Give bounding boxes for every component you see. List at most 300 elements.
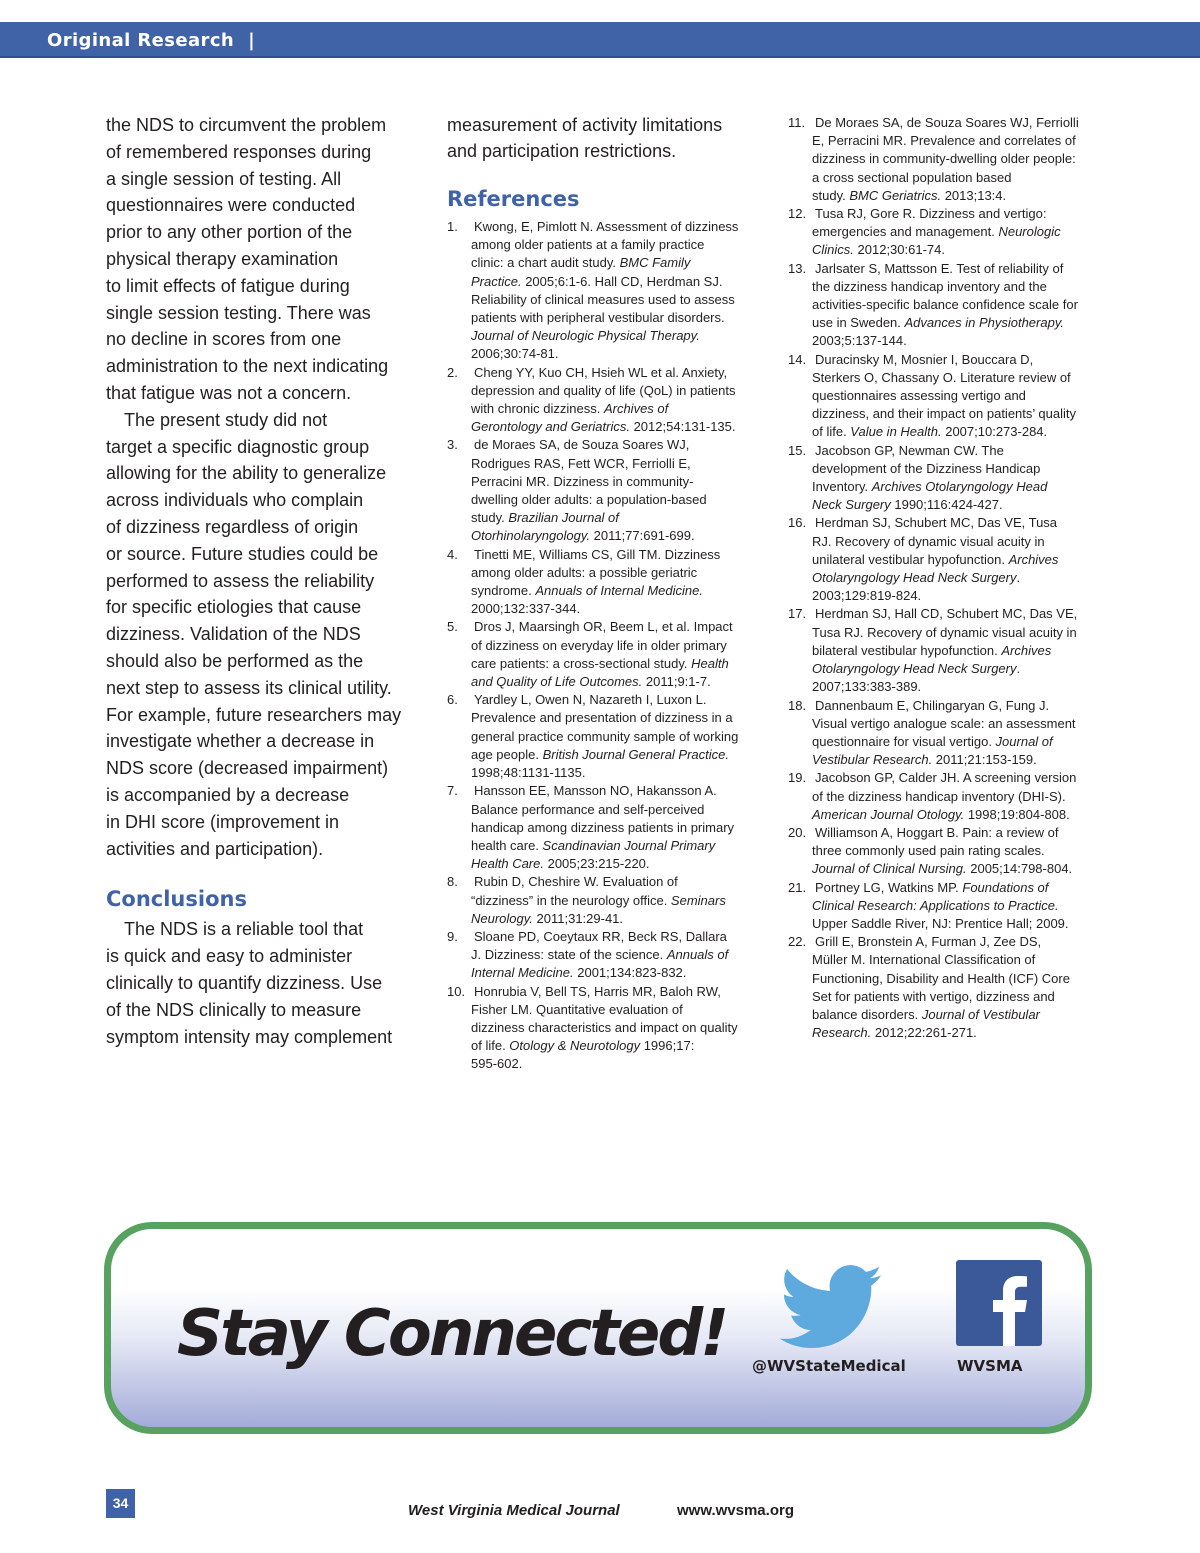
reference-item <box>447 782 767 873</box>
text-line: single session testing. There was <box>106 302 371 323</box>
reference-text: general practice community sample of working <box>471 728 739 744</box>
reference-text: use in Sweden. <box>812 315 905 331</box>
reference-line <box>812 642 1108 660</box>
reference-text: 2005;23:215-220. <box>543 856 650 872</box>
reference-line <box>474 436 767 454</box>
reference-line <box>815 933 1108 951</box>
reference-line <box>812 678 1108 696</box>
reference-number: 15. <box>788 442 807 458</box>
reference-line <box>812 897 1108 915</box>
reference-text: Herdman SJ, Hall CD, Schubert MC, Das VE, <box>815 606 1078 622</box>
reference-source: Archives <box>1001 642 1052 658</box>
header-bar <box>0 22 1200 58</box>
reference-text: Kwong, E, Pimlott N. Assessment of dizziness <box>474 219 739 234</box>
reference-number: 22. <box>788 934 807 950</box>
reference-source: Otology & Neurotology <box>509 1038 641 1054</box>
reference-line <box>471 728 767 746</box>
reference-line <box>471 527 767 545</box>
reference-item <box>447 873 767 928</box>
reference-source: Archives of <box>603 401 669 417</box>
reference-source: Annuals of <box>666 947 729 963</box>
reference-text: E, Perracini MR. Prevalence and correlates of <box>812 133 1076 149</box>
reference-source: Advances in Physiotherapy. <box>904 315 1064 331</box>
reference-line <box>471 309 767 327</box>
reference-text: 2003;5:137-144. <box>812 333 907 349</box>
reference-line <box>812 1024 1108 1042</box>
reference-line <box>474 873 767 891</box>
reference-text: Dros J, Maarsingh OR, Beem L, et al. Impact <box>474 619 733 635</box>
reference-text: activities-specific balance confidence scale for <box>812 297 1078 313</box>
reference-text: de Moraes SA, de Souza Soares WJ, <box>474 437 690 453</box>
reference-text: Tusa RJ, Gore R. Dizziness and vertigo: <box>815 206 1047 222</box>
text-line: symptom intensity may complement <box>106 1026 393 1047</box>
reference-line <box>812 478 1108 496</box>
reference-text: among older patients at a family practice <box>471 237 705 253</box>
reference-number: 2. <box>447 364 458 380</box>
reference-text: three commonly used pain rating scales. <box>812 843 1045 859</box>
text-line: should also be performed as the <box>106 650 364 671</box>
reference-line <box>812 660 1108 678</box>
reference-source: Archives <box>1008 551 1059 567</box>
reference-line <box>471 946 767 964</box>
reference-line <box>812 951 1108 969</box>
reference-text: 1998;48:1131-1135. <box>471 765 586 781</box>
reference-text: unilateral vestibular hypofunction. <box>812 551 1009 567</box>
reference-line <box>812 423 1108 441</box>
reference-text: Müller M. International Classification of <box>812 952 1036 968</box>
reference-text: J. Dizziness: state of the science. <box>471 947 667 963</box>
reference-text: Honrubia V, Bell TS, Harris MR, Baloh RW, <box>474 983 721 999</box>
reference-source: and Quality of Life Outcomes. <box>471 674 643 690</box>
reference-line <box>815 605 1108 623</box>
reference-line <box>815 514 1108 532</box>
reference-line <box>812 187 1108 205</box>
reference-line <box>474 691 767 709</box>
reference-text: Portney LG, Watkins MP. <box>815 879 963 895</box>
reference-item <box>447 364 767 437</box>
reference-text: Duracinsky M, Mosnier I, Bouccara D, <box>815 351 1034 367</box>
reference-text: 2003;129:819-824. <box>812 588 922 604</box>
reference-line <box>471 455 767 473</box>
reference-text: care patients: a cross-sectional study. <box>471 655 692 671</box>
reference-line <box>474 782 767 800</box>
reference-number: 16. <box>788 515 807 531</box>
reference-source: Journal of <box>995 733 1053 749</box>
reference-line <box>812 970 1108 988</box>
reference-line <box>471 964 767 982</box>
reference-text: . <box>1016 661 1021 677</box>
reference-item <box>788 697 1108 770</box>
reference-line <box>812 332 1108 350</box>
reference-text: 2005;6:1-6. Hall CD, Herdman SJ. <box>521 273 723 289</box>
text-line: dizziness. Validation of the NDS <box>106 624 361 645</box>
reference-line <box>474 928 767 946</box>
reference-text: Grill E, Bronstein A, Furman J, Zee DS, <box>815 934 1042 950</box>
reference-item <box>788 205 1108 260</box>
reference-text: Reliability of clinical measures used to assess <box>471 291 735 307</box>
reference-item <box>447 691 767 782</box>
text-line: measurement of activity limitations <box>447 115 723 135</box>
reference-line <box>812 587 1108 605</box>
reference-text: dwelling older adults: a population-based <box>471 492 707 508</box>
reference-source: Health Care. <box>471 856 544 872</box>
text-line: and participation restrictions. <box>447 141 677 161</box>
references-heading: References <box>447 187 580 211</box>
reference-item <box>788 514 1108 605</box>
reference-text: dizziness characteristics and impact on quality <box>471 1019 738 1035</box>
text-line: allowing for the ability to generalize <box>106 463 387 484</box>
text-line: no decline in scores from one <box>106 329 342 350</box>
reference-source: BMC Geriatrics. <box>849 187 942 203</box>
twitter-bird-icon[interactable] <box>780 1265 882 1349</box>
reference-text: Jacobson GP, Calder JH. A screening version <box>815 770 1077 786</box>
reference-source: British Journal General Practice. <box>542 746 729 762</box>
reference-text: Visual vertigo analogue scale: an assessment <box>812 715 1076 731</box>
reference-text: 2013;13:4. <box>941 187 1007 203</box>
reference-text: handicap among dizziness patients in primary <box>471 819 735 835</box>
reference-text: a cross sectional population based <box>812 169 1012 185</box>
journal-name: West Virginia Medical Journal <box>408 1502 620 1519</box>
reference-source: Gerontology and Geriatrics. <box>471 419 630 435</box>
reference-source: Otorhinolaryngology. <box>471 528 590 544</box>
reference-text: questionnaires assessing vertigo and <box>812 388 1026 404</box>
reference-line <box>471 892 767 910</box>
text-line: For example, future researchers may <box>106 704 402 725</box>
paragraph-conclusions <box>106 916 426 1050</box>
text-line: the NDS to circumvent the problem <box>106 115 387 135</box>
reference-line <box>812 569 1108 587</box>
reference-item <box>788 879 1108 934</box>
reference-line <box>471 491 767 509</box>
reference-line <box>471 582 767 600</box>
text-line: NDS score (decreased impairment) <box>106 758 389 779</box>
reference-source: American Journal Otology. <box>812 806 965 822</box>
reference-text: with chronic dizziness. <box>471 401 604 417</box>
reference-text: Yardley L, Owen N, Nazareth I, Luxon L. <box>474 692 707 708</box>
reference-line <box>471 1055 767 1073</box>
website-link[interactable]: www.wvsma.org <box>677 1502 794 1519</box>
reference-text: questionnaire for visual vertigo. <box>812 733 996 749</box>
text-line: is accompanied by a decrease <box>106 784 350 805</box>
reference-line <box>471 709 767 727</box>
reference-text: Prevalence and presentation of dizziness in a <box>471 710 733 726</box>
reference-line <box>812 788 1108 806</box>
reference-text: Jarlsater S, Mattsson E. Test of reliability of <box>815 260 1064 276</box>
reference-line <box>474 364 767 382</box>
reference-line <box>815 351 1108 369</box>
reference-number: 7. <box>447 783 458 799</box>
text-line: target a specific diagnostic group <box>106 436 370 457</box>
reference-line <box>815 769 1108 787</box>
stay-connected-banner <box>104 1222 1092 1434</box>
reference-text: Hansson EE, Mansson NO, Hakansson A. <box>474 783 717 799</box>
reference-text: 2006;30:74-81. <box>471 346 559 362</box>
text-line: of dizziness regardless of origin <box>106 516 359 537</box>
reference-text: Sterkers O, Chassany O. Literature review of <box>812 369 1071 385</box>
reference-text: 2011;9:1-7. <box>642 674 711 690</box>
reference-text: 1996;17: <box>640 1038 695 1054</box>
reference-number: 1. <box>447 219 458 234</box>
reference-line <box>812 496 1108 514</box>
reference-item <box>447 436 767 545</box>
reference-number: 3. <box>447 437 458 453</box>
reference-list-part1 <box>447 218 767 1074</box>
reference-text: bilateral vestibular hypofunction. <box>812 642 1002 658</box>
reference-number: 18. <box>788 697 807 713</box>
reference-line <box>471 564 767 582</box>
reference-line <box>474 546 767 564</box>
text-line: clinically to quantify dizziness. Use <box>106 972 383 993</box>
body-column-left <box>106 112 426 1050</box>
reference-text: Williamson A, Hoggart B. Pain: a review of <box>815 824 1059 840</box>
reference-line <box>812 369 1108 387</box>
reference-text: De Moraes SA, de Souza Soares WJ, Ferriolli <box>815 115 1079 130</box>
reference-text: health care. <box>471 837 543 853</box>
reference-source: Archives Otolaryngology Head <box>871 479 1048 495</box>
reference-text: 2007;10:273-284. <box>941 424 1048 440</box>
reference-source: Annuals of Internal Medicine. <box>535 583 703 599</box>
text-line: is quick and easy to administer <box>106 946 353 967</box>
reference-text: 2011;21:153-159. <box>932 752 1037 768</box>
reference-line <box>471 1001 767 1019</box>
reference-source: Journal of Vestibular <box>921 1006 1040 1022</box>
reference-text: Perracini MR. Dizziness in community- <box>471 473 694 489</box>
reference-line <box>812 715 1108 733</box>
reference-text: 2011;31:29-41. <box>532 910 624 926</box>
reference-line <box>812 842 1108 860</box>
text-line: that fatigue was not a concern. <box>106 382 352 403</box>
facebook-handle[interactable]: WVSMA <box>957 1357 1023 1375</box>
reference-text: 2001;134:823-832. <box>573 965 687 981</box>
reference-item <box>447 928 767 983</box>
reference-source: Otolaryngology Head Neck Surgery <box>812 661 1017 677</box>
reference-item <box>788 769 1108 824</box>
text-line: next step to assess its clinical utility. <box>106 677 392 698</box>
reference-source: Neurology. <box>471 910 533 926</box>
reference-number: 21. <box>788 879 807 895</box>
reference-item <box>788 351 1108 442</box>
reference-line <box>471 345 767 363</box>
reference-item <box>788 605 1108 696</box>
reference-text: “dizziness” in the neurology office. <box>471 892 671 908</box>
reference-item <box>788 260 1108 351</box>
reference-line <box>471 509 767 527</box>
reference-source: Practice. <box>471 273 522 289</box>
reference-line <box>471 764 767 782</box>
reference-line <box>812 314 1108 332</box>
text-line: activities and participation). <box>106 838 324 859</box>
reference-number: 5. <box>447 619 458 635</box>
reference-source: Clinical Research: Applications to Practice. <box>812 897 1059 913</box>
reference-source: Research. <box>812 1025 872 1041</box>
text-line: of the NDS clinically to measure <box>106 999 362 1020</box>
text-line: of remembered responses during <box>106 141 372 162</box>
reference-item <box>788 114 1108 205</box>
reference-text: the dizziness handicap inventory and the <box>812 278 1047 294</box>
reference-line <box>471 418 767 436</box>
reference-text: of the dizziness handicap inventory (DHI-S). <box>812 788 1066 804</box>
banner-title: Stay Connected! <box>177 1297 727 1371</box>
reference-number: 11. <box>788 115 806 130</box>
reference-line <box>815 442 1108 460</box>
reference-source: Neurologic <box>998 224 1061 240</box>
reference-text: depression and quality of life (QoL) in patients <box>471 382 736 398</box>
reference-line <box>471 291 767 309</box>
reference-number: 13. <box>788 260 807 276</box>
text-line: for specific etiologies that cause <box>106 597 362 618</box>
reference-line <box>812 223 1108 241</box>
reference-text: Dannenbaum E, Chilingaryan G, Fung J. <box>815 697 1050 713</box>
reference-line <box>812 169 1108 187</box>
reference-text: of life. <box>812 424 851 440</box>
reference-text: 2005;14:798-804. <box>966 861 1073 877</box>
reference-line <box>471 637 767 655</box>
reference-line <box>471 382 767 400</box>
reference-number: 12. <box>788 206 807 222</box>
facebook-icon[interactable] <box>956 1260 1042 1346</box>
reference-line <box>812 988 1108 1006</box>
reference-line <box>815 205 1108 223</box>
reference-text: Upper Saddle River, NJ: Prentice Hall; 2009. <box>812 915 1069 931</box>
reference-line <box>815 879 1108 897</box>
reference-source: Scandinavian Journal Primary <box>542 837 716 853</box>
reference-text: Tinetti ME, Williams CS, Gill TM. Dizziness <box>474 546 721 562</box>
reference-text: Sloane PD, Coeytaux RR, Beck RS, Dallara <box>474 928 727 944</box>
reference-line <box>812 132 1108 150</box>
reference-line <box>471 819 767 837</box>
reference-line <box>471 910 767 928</box>
reference-number: 10. <box>447 983 466 999</box>
reference-text: emergencies and management. <box>812 224 999 240</box>
paragraph-continued <box>447 112 767 164</box>
reference-text: Cheng YY, Kuo CH, Hsieh WL et al. Anxiety, <box>474 364 728 380</box>
reference-text: Balance performance and self-perceived <box>471 801 705 817</box>
reference-item <box>447 546 767 619</box>
reference-line <box>812 150 1108 168</box>
reference-text: 2000;132:337-344. <box>471 601 581 617</box>
reference-source: Journal of Clinical Nursing. <box>812 861 967 877</box>
reference-text: age people. <box>471 746 543 762</box>
reference-source: Foundations of <box>962 879 1049 895</box>
text-line: physical therapy examination <box>106 248 339 269</box>
reference-text: among older adults: a possible geriatric <box>471 564 698 580</box>
reference-item <box>788 933 1108 1042</box>
reference-number: 4. <box>447 546 458 562</box>
reference-text: 2011;77:691-699. <box>590 528 695 544</box>
reference-text: Set for patients with vertigo, dizziness and <box>812 988 1055 1004</box>
reference-item <box>447 618 767 691</box>
reference-source: Journal of Neurologic Physical Therapy. <box>471 328 700 344</box>
reference-line <box>812 733 1108 751</box>
reference-list-part2 <box>788 114 1108 1042</box>
reference-text: 1990;116:424-427. <box>890 497 1003 513</box>
text-line: performed to assess the reliability <box>106 570 375 591</box>
reference-line <box>815 824 1108 842</box>
reference-line <box>812 624 1108 642</box>
reference-line <box>471 837 767 855</box>
reference-item <box>447 983 767 1074</box>
reference-line <box>812 860 1108 878</box>
reference-text: dizziness, and their impact on patients’ quality <box>812 406 1076 422</box>
reference-source: Seminars <box>670 892 726 908</box>
reference-text: . <box>1016 570 1021 586</box>
text-line: in DHI score (improvement in <box>106 811 340 832</box>
reference-source: Internal Medicine. <box>471 965 574 981</box>
reference-line <box>812 405 1108 423</box>
text-line: questionnaires were conducted <box>106 195 356 216</box>
twitter-handle[interactable]: @WVStateMedical <box>752 1357 906 1375</box>
reference-number: 20. <box>788 824 807 840</box>
text-line: to limit effects of fatigue during <box>106 275 350 296</box>
reference-text: Rodrigues RAS, Fett WCR, Ferriolli E, <box>471 455 691 471</box>
text-line: The NDS is a reliable tool that <box>124 919 364 940</box>
reference-line <box>474 218 767 236</box>
reference-line <box>812 551 1108 569</box>
reference-text: Functioning, Disability and Health (ICF) Core <box>812 970 1070 986</box>
text-line: investigate whether a decrease in <box>106 731 375 752</box>
body-column-right <box>788 114 1108 1042</box>
reference-line <box>815 114 1108 132</box>
text-line: across individuals who complain <box>106 490 364 511</box>
paragraph-fatigue <box>106 112 426 407</box>
reference-number: 9. <box>447 928 458 944</box>
reference-line <box>471 473 767 491</box>
text-line: a single session of testing. All <box>106 168 342 189</box>
text-line: or source. Future studies could be <box>106 543 379 564</box>
reference-text: Tusa RJ. Recovery of dynamic visual acuity in <box>812 624 1077 640</box>
reference-line <box>812 751 1108 769</box>
page-number: 34 <box>106 1489 135 1518</box>
reference-text: 2007;133:383-389. <box>812 679 922 695</box>
reference-line <box>471 400 767 418</box>
reference-source: Value in Health. <box>850 424 942 440</box>
reference-line <box>812 533 1108 551</box>
reference-line <box>474 983 767 1001</box>
reference-text: development of the Dizziness Handicap <box>812 460 1041 476</box>
reference-text: Inventory. <box>812 479 872 495</box>
reference-source: Brazilian Journal of <box>508 510 619 526</box>
reference-source: Otolaryngology Head Neck Surgery <box>812 570 1017 586</box>
reference-number: 6. <box>447 692 458 708</box>
reference-item <box>788 824 1108 879</box>
reference-line <box>471 327 767 345</box>
reference-number: 19. <box>788 770 807 786</box>
reference-line <box>471 1037 767 1055</box>
reference-text: clinic: a chart audit study. <box>471 255 620 271</box>
reference-source: Vestibular Research. <box>812 752 933 768</box>
reference-source: Health <box>691 655 729 671</box>
reference-text: RJ. Recovery of dynamic visual acuity in <box>812 533 1045 549</box>
reference-line <box>815 697 1108 715</box>
body-column-middle <box>447 112 767 1074</box>
reference-number: 8. <box>447 874 458 890</box>
reference-text: 2012;22:261-271. <box>871 1025 977 1041</box>
reference-text: Herdman SJ, Schubert MC, Das VE, Tusa <box>815 515 1058 531</box>
reference-line <box>812 241 1108 259</box>
reference-text: 2012;30:61-74. <box>853 242 945 258</box>
reference-line <box>471 673 767 691</box>
reference-line <box>815 260 1108 278</box>
conclusions-heading: Conclusions <box>106 887 247 912</box>
reference-text: 1998;19:804-808. <box>964 806 1070 822</box>
reference-line <box>812 1006 1108 1024</box>
reference-line <box>471 1019 767 1037</box>
reference-line <box>812 915 1108 933</box>
reference-text: Rubin D, Cheshire W. Evaluation of <box>474 874 678 890</box>
reference-text: Fisher LM. Quantitative evaluation of <box>471 1001 683 1017</box>
reference-line <box>812 387 1108 405</box>
reference-source: Clinics. <box>812 242 854 258</box>
